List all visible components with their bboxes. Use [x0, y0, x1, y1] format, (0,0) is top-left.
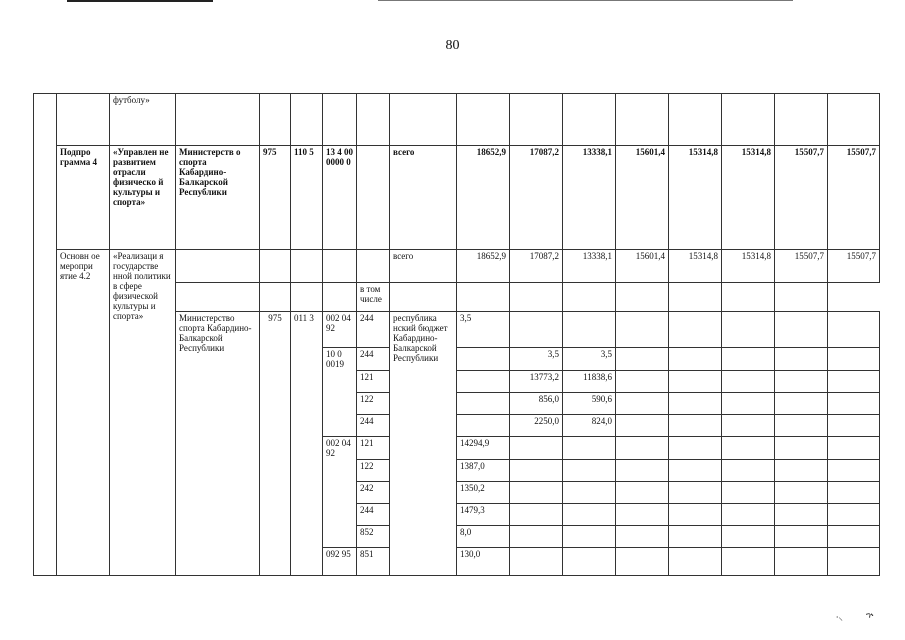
vr-code: 244 — [357, 415, 390, 437]
cell — [669, 283, 722, 312]
cell — [828, 504, 880, 526]
value-cell: 18652,9 — [457, 250, 510, 283]
row-type: Подпро грамма 4 — [57, 146, 110, 250]
vr-code: 242 — [357, 482, 390, 504]
cell — [669, 348, 722, 371]
cell — [828, 348, 880, 371]
cell — [357, 94, 390, 146]
value-cell — [510, 548, 563, 576]
value-cell — [457, 415, 510, 437]
cell — [510, 283, 563, 312]
cell — [669, 437, 722, 460]
cell — [722, 393, 775, 415]
page-number: 80 — [445, 38, 460, 53]
cell — [616, 348, 669, 371]
cell — [669, 312, 722, 348]
funding-source: всего — [390, 250, 457, 283]
value-cell — [563, 460, 616, 482]
vr-code: 852 — [357, 526, 390, 548]
value-cell: 17087,2 — [510, 250, 563, 283]
cell — [828, 482, 880, 504]
cell — [616, 548, 669, 576]
cell — [616, 437, 669, 460]
cell — [828, 371, 880, 393]
cell — [722, 504, 775, 526]
funding-source: республика нский бюджет Кабардино-Балкарской Республики — [390, 312, 457, 576]
cell — [722, 526, 775, 548]
value-cell — [563, 548, 616, 576]
vr-code: 121 — [357, 371, 390, 393]
cell — [291, 283, 323, 312]
value-cell: 1350,2 — [457, 482, 510, 504]
value-cell: 590,6 — [563, 393, 616, 415]
value-cell: 3,5 — [510, 348, 563, 371]
cell — [828, 94, 880, 146]
value-cell: 15507,7 — [775, 146, 828, 250]
scan-mark-2: ኍ — [866, 610, 874, 620]
value-cell: 15601,4 — [616, 250, 669, 283]
cell — [176, 94, 260, 146]
row-name: футболу» — [110, 94, 176, 146]
cell — [669, 415, 722, 437]
cell — [291, 94, 323, 146]
cell — [176, 250, 260, 283]
top-rule-right — [378, 0, 793, 1]
value-cell: 15314,8 — [722, 146, 775, 250]
top-rule-left — [67, 0, 213, 2]
rzpr-code: 110 5 — [291, 146, 323, 250]
value-cell: 13338,1 — [563, 250, 616, 283]
cell — [722, 548, 775, 576]
value-cell: 15314,8 — [722, 250, 775, 283]
value-cell: 8,0 — [457, 526, 510, 548]
cell — [457, 283, 510, 312]
cell — [775, 393, 828, 415]
cell — [775, 371, 828, 393]
cell — [323, 94, 357, 146]
cell — [260, 250, 291, 283]
cell — [722, 415, 775, 437]
cell — [775, 482, 828, 504]
cell — [323, 283, 357, 312]
cell — [669, 482, 722, 504]
vr-code: 121 — [357, 437, 390, 460]
cell — [828, 415, 880, 437]
csr-code: 002 04 92 — [323, 312, 357, 348]
cell — [722, 348, 775, 371]
value-cell: 2250,0 — [510, 415, 563, 437]
value-cell: 130,0 — [457, 548, 510, 576]
cell — [828, 460, 880, 482]
cell — [722, 482, 775, 504]
vr-code: 244 — [357, 312, 390, 348]
side-cell — [34, 94, 57, 576]
csr-code: 10 0 0019 — [323, 348, 357, 437]
cell — [775, 504, 828, 526]
cell — [57, 94, 110, 146]
value-cell: 13773,2 — [510, 371, 563, 393]
cell — [775, 348, 828, 371]
value-cell: 18652,9 — [457, 146, 510, 250]
cell — [775, 415, 828, 437]
value-cell — [563, 312, 616, 348]
vr-code: 851 — [357, 548, 390, 576]
value-cell: 15601,4 — [616, 146, 669, 250]
value-cell: 1479,3 — [457, 504, 510, 526]
cell — [323, 250, 357, 283]
value-cell — [510, 312, 563, 348]
cell — [390, 94, 457, 146]
value-cell — [457, 371, 510, 393]
cell — [775, 437, 828, 460]
value-cell: 13338,1 — [563, 146, 616, 250]
row-type: Основн ое меропри ятие 4.2 — [57, 250, 110, 576]
value-cell: 856,0 — [510, 393, 563, 415]
value-cell: 824,0 — [563, 415, 616, 437]
csr-code: 002 04 92 — [323, 437, 357, 548]
value-cell: 17087,2 — [510, 146, 563, 250]
cell — [176, 283, 260, 312]
value-cell: 3,5 — [563, 348, 616, 371]
cell — [775, 526, 828, 548]
value-cell: 1387,0 — [457, 460, 510, 482]
cell — [669, 393, 722, 415]
cell — [616, 94, 669, 146]
cell — [775, 283, 828, 312]
cell — [722, 460, 775, 482]
value-cell — [510, 482, 563, 504]
value-cell: 14294,9 — [457, 437, 510, 460]
cell — [260, 94, 291, 146]
value-cell — [457, 348, 510, 371]
cell — [616, 393, 669, 415]
cell — [510, 94, 563, 146]
cell — [828, 526, 880, 548]
cell — [616, 312, 669, 348]
cell — [616, 371, 669, 393]
row-name: «Реализаци я государстве нной политики в сфере физической культуры и спорта» — [110, 250, 176, 576]
vr-code: 244 — [357, 348, 390, 371]
cell — [669, 371, 722, 393]
cell — [722, 283, 775, 312]
cell — [669, 94, 722, 146]
cell — [616, 283, 669, 312]
value-cell — [563, 526, 616, 548]
value-cell — [563, 482, 616, 504]
cell — [563, 94, 616, 146]
cell — [828, 312, 880, 348]
row-name: «Управлен не развитием отрасли физическо й культуры и спорта» — [110, 146, 176, 250]
cell — [669, 504, 722, 526]
cell — [828, 437, 880, 460]
value-cell — [510, 526, 563, 548]
cell — [390, 283, 457, 312]
value-cell: 15314,8 — [669, 146, 722, 250]
cell — [260, 283, 291, 312]
cell — [616, 415, 669, 437]
vr-code: 244 — [357, 504, 390, 526]
row-executor: Министерств о спорта Кабардино-Балкарской Республики — [176, 146, 260, 250]
cell — [828, 393, 880, 415]
grbs-code: 975 — [260, 146, 291, 250]
value-cell: 15314,8 — [669, 250, 722, 283]
cell — [775, 312, 828, 348]
cell — [563, 283, 616, 312]
cell — [616, 504, 669, 526]
cell — [669, 548, 722, 576]
cell — [722, 371, 775, 393]
table-row — [34, 146, 880, 250]
cell — [669, 460, 722, 482]
cell — [775, 94, 828, 146]
value-cell: 15507,7 — [828, 146, 880, 250]
cell — [775, 548, 828, 576]
cell — [357, 250, 390, 283]
table-row — [34, 250, 880, 283]
cell — [457, 94, 510, 146]
table-row — [34, 94, 880, 146]
cell — [722, 94, 775, 146]
cell — [828, 548, 880, 576]
cell — [291, 250, 323, 283]
value-cell — [457, 393, 510, 415]
scan-mark-1: ⸱⸜ — [836, 612, 843, 622]
grbs-code: 975 — [260, 312, 291, 576]
value-cell: 15507,7 — [828, 250, 880, 283]
csr-code: 13 4 00 0000 0 — [323, 146, 357, 250]
value-cell — [510, 504, 563, 526]
csr-code: 092 95 — [323, 548, 357, 576]
value-cell — [563, 504, 616, 526]
cell — [722, 312, 775, 348]
vr-code: 122 — [357, 393, 390, 415]
cell — [722, 437, 775, 460]
value-cell — [510, 437, 563, 460]
cell — [775, 460, 828, 482]
value-cell: 11838,6 — [563, 371, 616, 393]
row-executor: Министерство спорта Кабардино-Балкарской Республики — [176, 312, 260, 576]
value-cell: 3,5 — [457, 312, 510, 348]
cell — [616, 482, 669, 504]
value-cell: 15507,7 — [775, 250, 828, 283]
cell — [616, 526, 669, 548]
cell — [669, 526, 722, 548]
cell — [616, 460, 669, 482]
value-cell — [563, 437, 616, 460]
vr-code: 122 — [357, 460, 390, 482]
funding-source: всего — [390, 146, 457, 250]
vr-code — [357, 146, 390, 250]
value-cell — [510, 460, 563, 482]
budget-table — [33, 93, 880, 576]
including-label: в том числе — [357, 283, 390, 312]
rzpr-code: 011 3 — [291, 312, 323, 576]
